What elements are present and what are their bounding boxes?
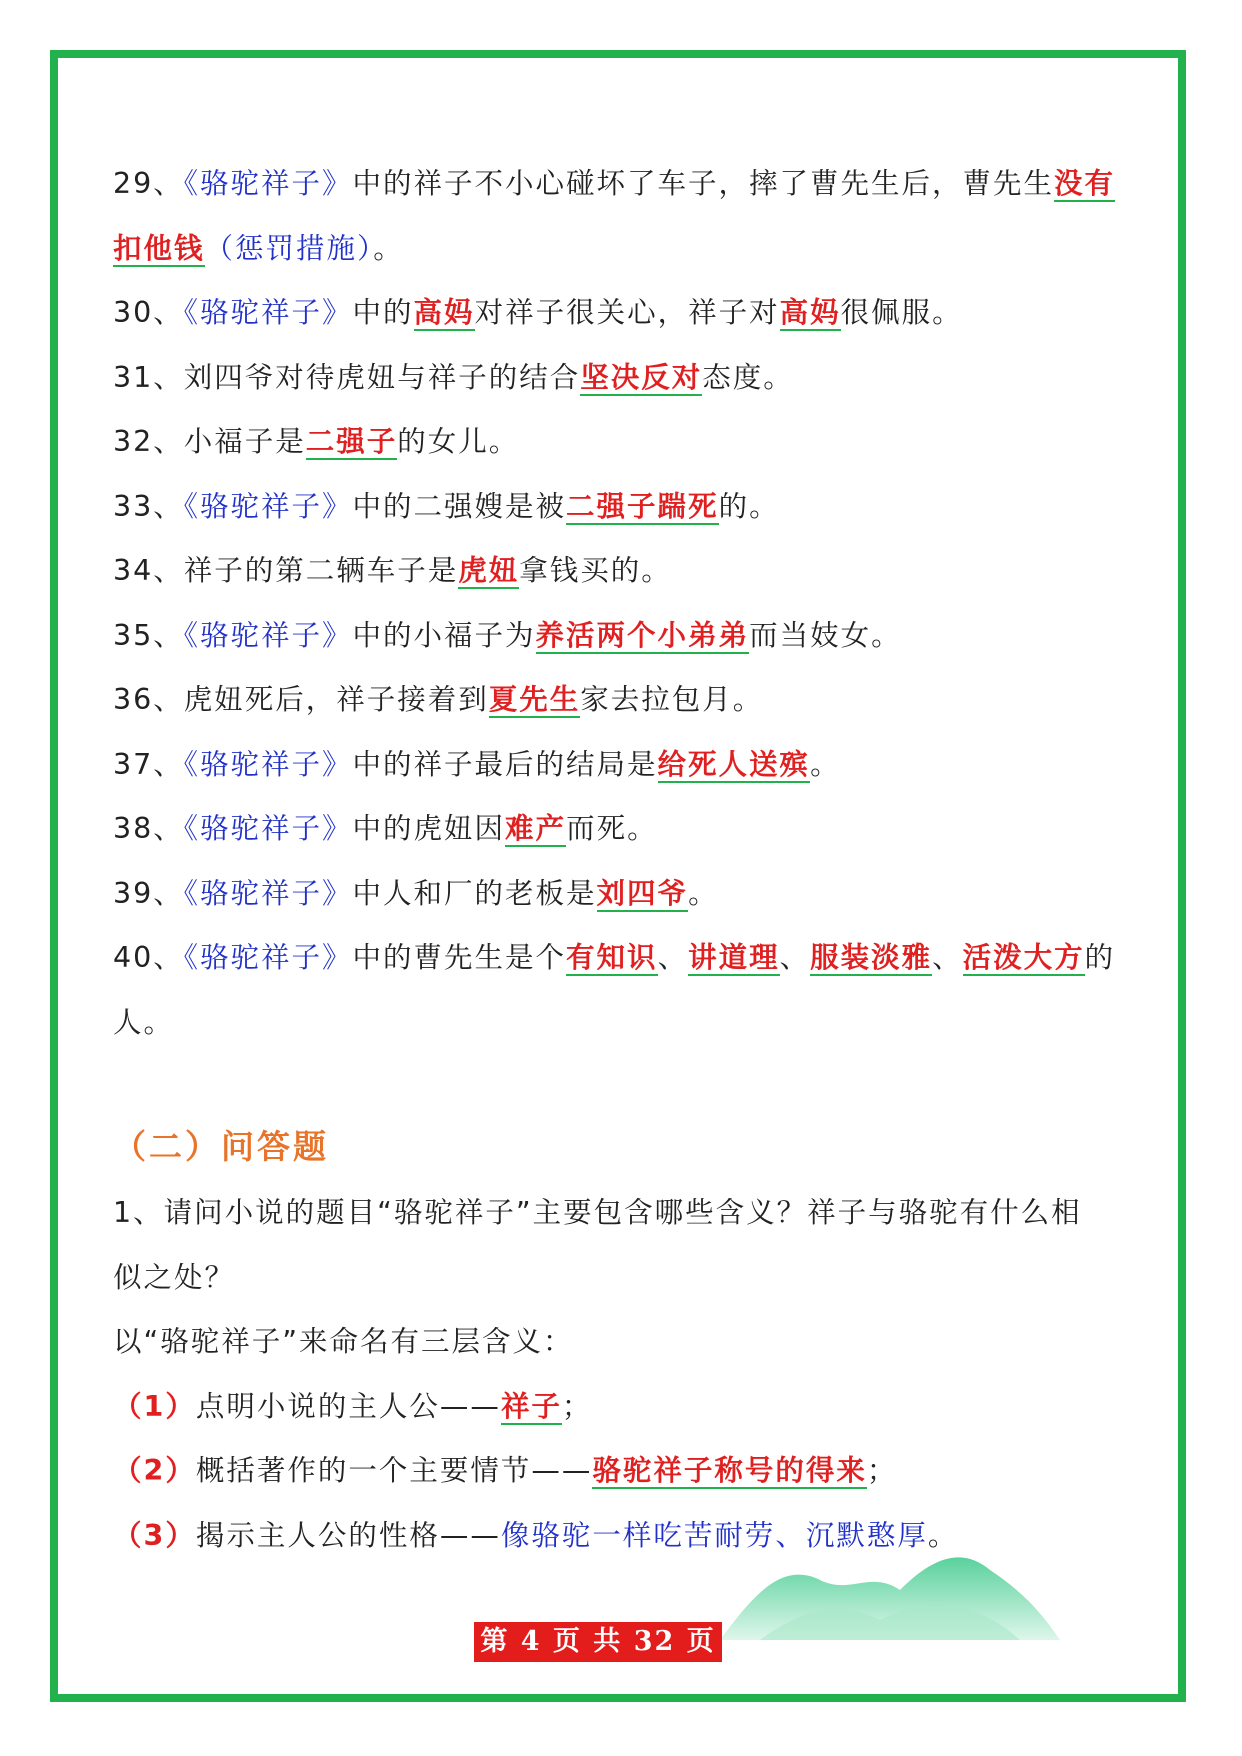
fill-in-line <box>113 604 1133 669</box>
qa-list <box>113 1181 1133 1568</box>
answer-text: 高妈 <box>779 296 841 329</box>
line-text: 、 <box>657 941 689 974</box>
line-text: 中的小福子为 <box>352 618 536 652</box>
answer-text: 活泼大方 <box>962 941 1085 974</box>
line-text: 以“骆驼祥子”来命名有三层含义： <box>113 1325 574 1358</box>
answer-text: 扣他钱 <box>113 231 205 265</box>
fill-in-line <box>113 991 1133 1056</box>
line-text: 揭示主人公的性格—— <box>195 1518 501 1552</box>
line-text: 39、 <box>113 876 184 910</box>
line-text: 29、 <box>113 167 184 200</box>
fill-in-line <box>113 346 1133 411</box>
line-text: 34、祥子的第二辆车子是 <box>113 554 459 587</box>
line-text: 很佩服。 <box>840 296 963 329</box>
book-title: 《骆驼祥子》 <box>183 167 353 200</box>
line-text: 38、 <box>113 812 184 845</box>
answer-text: 坚决反对 <box>580 360 703 394</box>
qa-line <box>113 1375 1133 1440</box>
fill-in-line <box>113 410 1133 475</box>
answer-text: 没有 <box>1054 167 1116 200</box>
answer-text: 祥子 <box>500 1389 562 1423</box>
answer-text: 给死人送殡 <box>657 747 811 781</box>
fill-in-line <box>113 668 1133 733</box>
line-text: 概括著作的一个主要情节—— <box>195 1454 593 1487</box>
line-text: 态度。 <box>702 360 794 394</box>
fill-in-line <box>113 539 1133 604</box>
page-content <box>113 152 1133 1568</box>
line-text: 1、请问小说的题目“骆驼祥子”主要包含哪些含义？祥子与骆驼有什么相 <box>113 1196 1082 1229</box>
line-text: 。 <box>810 747 841 781</box>
line-text: 点明小说的主人公—— <box>195 1389 501 1423</box>
answer-text: 二强子踹死 <box>566 489 719 523</box>
line-text: 家去拉包月。 <box>580 683 764 716</box>
line-text: 32、小福子是 <box>113 425 306 458</box>
line-text: 中的祥子不小心碰坏了车子，摔了曹先生后，曹先生 <box>352 167 1055 200</box>
line-text: 中的 <box>352 296 414 329</box>
qa-line <box>113 1439 1133 1504</box>
book-title: 《骆驼祥子》 <box>183 941 353 974</box>
answer-text: 骆驼祥子称号的得来 <box>592 1454 867 1487</box>
line-text: ； <box>866 1454 898 1487</box>
line-text: 中的曹先生是个 <box>352 941 567 974</box>
answer-text: 刘四爷 <box>596 876 689 910</box>
line-text: 。 <box>373 231 404 265</box>
section-title: （二）问答题 <box>113 1127 329 1166</box>
line-text: 似之处？ <box>113 1260 236 1294</box>
answer-text: 难产 <box>505 812 567 845</box>
line-text: 35、 <box>113 618 184 652</box>
fill-in-line <box>113 862 1133 927</box>
line-text: 。 <box>927 1518 959 1552</box>
answer-text: 二强子 <box>305 425 398 458</box>
answer-text: 虎妞 <box>458 554 520 587</box>
line-text: 中的祥子最后的结局是 <box>352 747 658 781</box>
book-title: 《骆驼祥子》 <box>183 618 353 652</box>
fill-in-list <box>113 152 1133 1055</box>
answer-text: 像骆驼一样吃苦耐劳、沉默憨厚 <box>500 1518 928 1552</box>
line-text: 对祥子很关心，祥子对 <box>474 296 780 329</box>
line-text: 而死。 <box>566 812 658 845</box>
line-text: 36、虎妞死后，祥子接着到 <box>113 683 489 716</box>
mountain-decoration <box>720 1540 1060 1640</box>
line-text: 。 <box>688 876 719 910</box>
qa-line <box>113 1181 1133 1246</box>
book-title: 《骆驼祥子》 <box>183 489 353 523</box>
line-text: 中的虎妞因 <box>352 812 506 845</box>
line-text: （3） <box>113 1518 196 1552</box>
answer-text: 夏先生 <box>488 683 581 716</box>
fill-in-line <box>113 926 1133 991</box>
line-text: ； <box>561 1389 593 1423</box>
line-text: 的女儿。 <box>397 425 520 458</box>
line-text: 的。 <box>718 489 780 523</box>
answer-text: 讲道理 <box>688 941 780 974</box>
line-text: （2） <box>113 1454 196 1487</box>
book-title: 《骆驼祥子》 <box>183 747 353 781</box>
line-text: 、 <box>779 941 811 974</box>
fill-in-line <box>113 281 1133 346</box>
book-title: 《骆驼祥子》 <box>183 812 353 845</box>
line-text: 拿钱买的。 <box>519 554 672 587</box>
line-text: 31、刘四爷对待虎妞与祥子的结合 <box>113 360 581 394</box>
line-text: （1） <box>113 1389 196 1423</box>
fill-in-line <box>113 733 1133 798</box>
qa-line <box>113 1246 1133 1311</box>
book-title: （惩罚措施） <box>204 231 374 265</box>
fill-in-line <box>113 797 1133 862</box>
fill-in-line <box>113 152 1133 217</box>
line-text: 人。 <box>113 1005 175 1039</box>
book-title: 《骆驼祥子》 <box>183 876 353 910</box>
line-text: 37、 <box>113 747 184 781</box>
fill-in-line <box>113 217 1133 282</box>
qa-line <box>113 1310 1133 1375</box>
answer-text: 服装淡雅 <box>810 941 933 974</box>
line-text: 的 <box>1084 941 1116 974</box>
line-text: 33、 <box>113 489 184 523</box>
answer-text: 高妈 <box>413 296 475 329</box>
fill-in-line <box>113 475 1133 540</box>
line-text: 30、 <box>113 296 184 329</box>
line-text: 而当妓女。 <box>749 618 902 652</box>
line-text: 中的二强嫂是被 <box>352 489 567 523</box>
page-number-badge: 第 4 页 共 32 页 <box>474 1622 722 1662</box>
line-text: 中人和厂的老板是 <box>352 876 597 910</box>
answer-text: 养活两个小弟弟 <box>535 618 750 652</box>
answer-text: 有知识 <box>566 941 658 974</box>
book-title: 《骆驼祥子》 <box>183 296 353 329</box>
line-text: 、 <box>932 941 963 974</box>
line-text: 40、 <box>113 941 184 974</box>
